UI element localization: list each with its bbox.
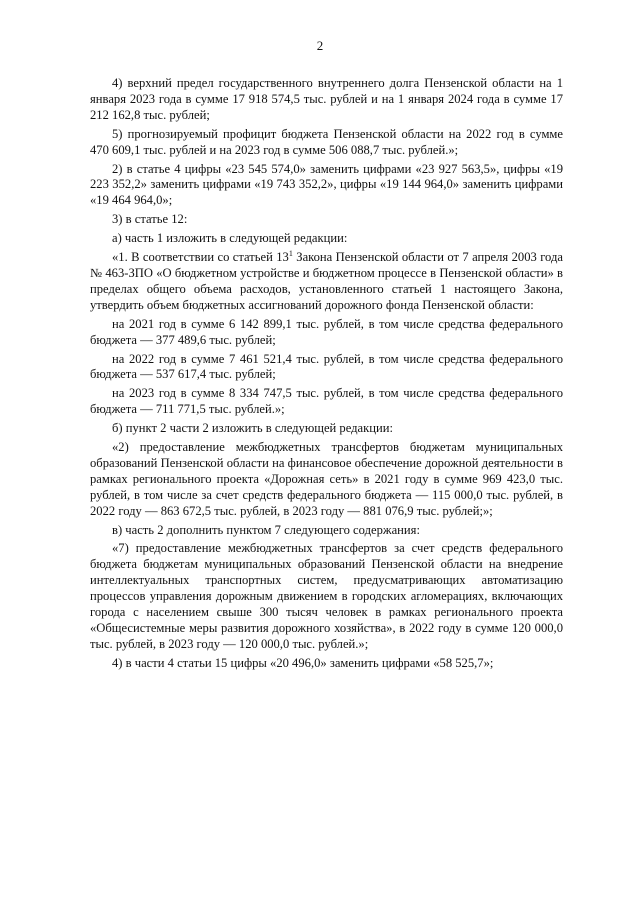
paragraph-part-2-item-2-intro: б) пункт 2 части 2 изложить в следующей редакции: [112, 421, 393, 436]
road-fund-text-start: «1. В соответствии со статьей 13 [112, 250, 289, 265]
paragraph-road-network-transfers: «2) предоставление межбюджетных трансфертов бюджетам муниципальных образований Пензенской области на финансовое обеспечение дорожной деятельности в рамках регионального проекта «Дорожная сеть» в 2021 году в сумме 969 423,0 тыс. рублей, в том числе за счет средств федерального бюджета — 115 000,0 тыс. рублей, в 2022 году — 863 672,5 тыс. рублей, в 2023 году — 881 076,9 тыс. рублей;»; [90, 440, 563, 518]
paragraph-year-2021: на 2021 год в сумме 6 142 899,1 тыс. рублей, в том числе средства федерального бюджета — 377 489,6 тыс. рублей; [90, 316, 563, 347]
paragraph-year-2023: на 2023 год в сумме 8 334 747,5 тыс. рублей, в том числе средства федерального бюджета — 711 771,5 тыс. рублей.»; [90, 386, 563, 417]
paragraph-part-1-intro: а) часть 1 изложить в следующей редакции: [112, 231, 348, 246]
paragraph-article-4: 2) в статье 4 цифры «23 545 574,0» заменить цифрами «23 927 563,5», цифры «19 223 352,2» заменить цифрами «19 743 352,2», цифры «19 144 964,0» заменить цифрами «19 464 964,0»; [90, 161, 563, 208]
paragraph-part-2-item-7-intro: в) часть 2 дополнить пунктом 7 следующего содержания: [112, 522, 420, 537]
paragraph-debt-limit: 4) верхний предел государственного внутреннего долга Пензенской области на 1 января 2023 года в сумме 17 918 574,5 тыс. рублей и на 1 января 2024 года в сумме 17 212 162,8 тыс. рублей; [90, 76, 563, 122]
paragraph-intelligent-transport: «7) предоставление межбюджетных трансфертов за счет средств федерального бюджета бюджетам муниципальных образований Пензенской области на внедрение интеллектуальных транспортных систем, предусматривающих автоматизацию процессов управления дорожным движением в городских агломерациях, включающих города с населением свыше 300 тысяч человек в рамках регионального проекта «Общесистемные меры развития дорожного хозяйства», в 2022 году в сумме 120 000,0 тыс. рублей, в 2023 году — 120 000,0 тыс. рублей.»; [90, 541, 563, 651]
paragraph-year-2022: на 2022 год в сумме 7 461 521,4 тыс. рублей, в том числе средства федерального бюджета — 537 617,4 тыс. рублей; [90, 351, 563, 382]
page-number: 2 [316, 38, 324, 53]
article-superscript: 1 [288, 249, 293, 259]
paragraph-surplus: 5) прогнозируемый профицит бюджета Пензенской области на 2022 год в сумме 470 609,1 тыс. рублей и на 2023 год в сумме 506 088,7 тыс. рублей.»; [90, 126, 563, 157]
road-fund-text-end: Закона Пензенской области от 7 апреля 2003 года № 463-ЗПО «О бюджетном устройстве и бюджетном процессе в Пензенской области» в пределах общего объема расходов, установленного статьей 1 настоящего Закона, утвердить объем бюджетных ассигнований дорожного фонда Пензенской области: [90, 250, 563, 312]
paragraph-road-fund [90, 250, 563, 314]
paragraph-article-15: 4) в части 4 статьи 15 цифры «20 496,0» заменить цифрами «58 525,7»; [112, 655, 494, 670]
document-body [90, 76, 563, 675]
paragraph-article-12: 3) в статье 12: [112, 212, 188, 227]
